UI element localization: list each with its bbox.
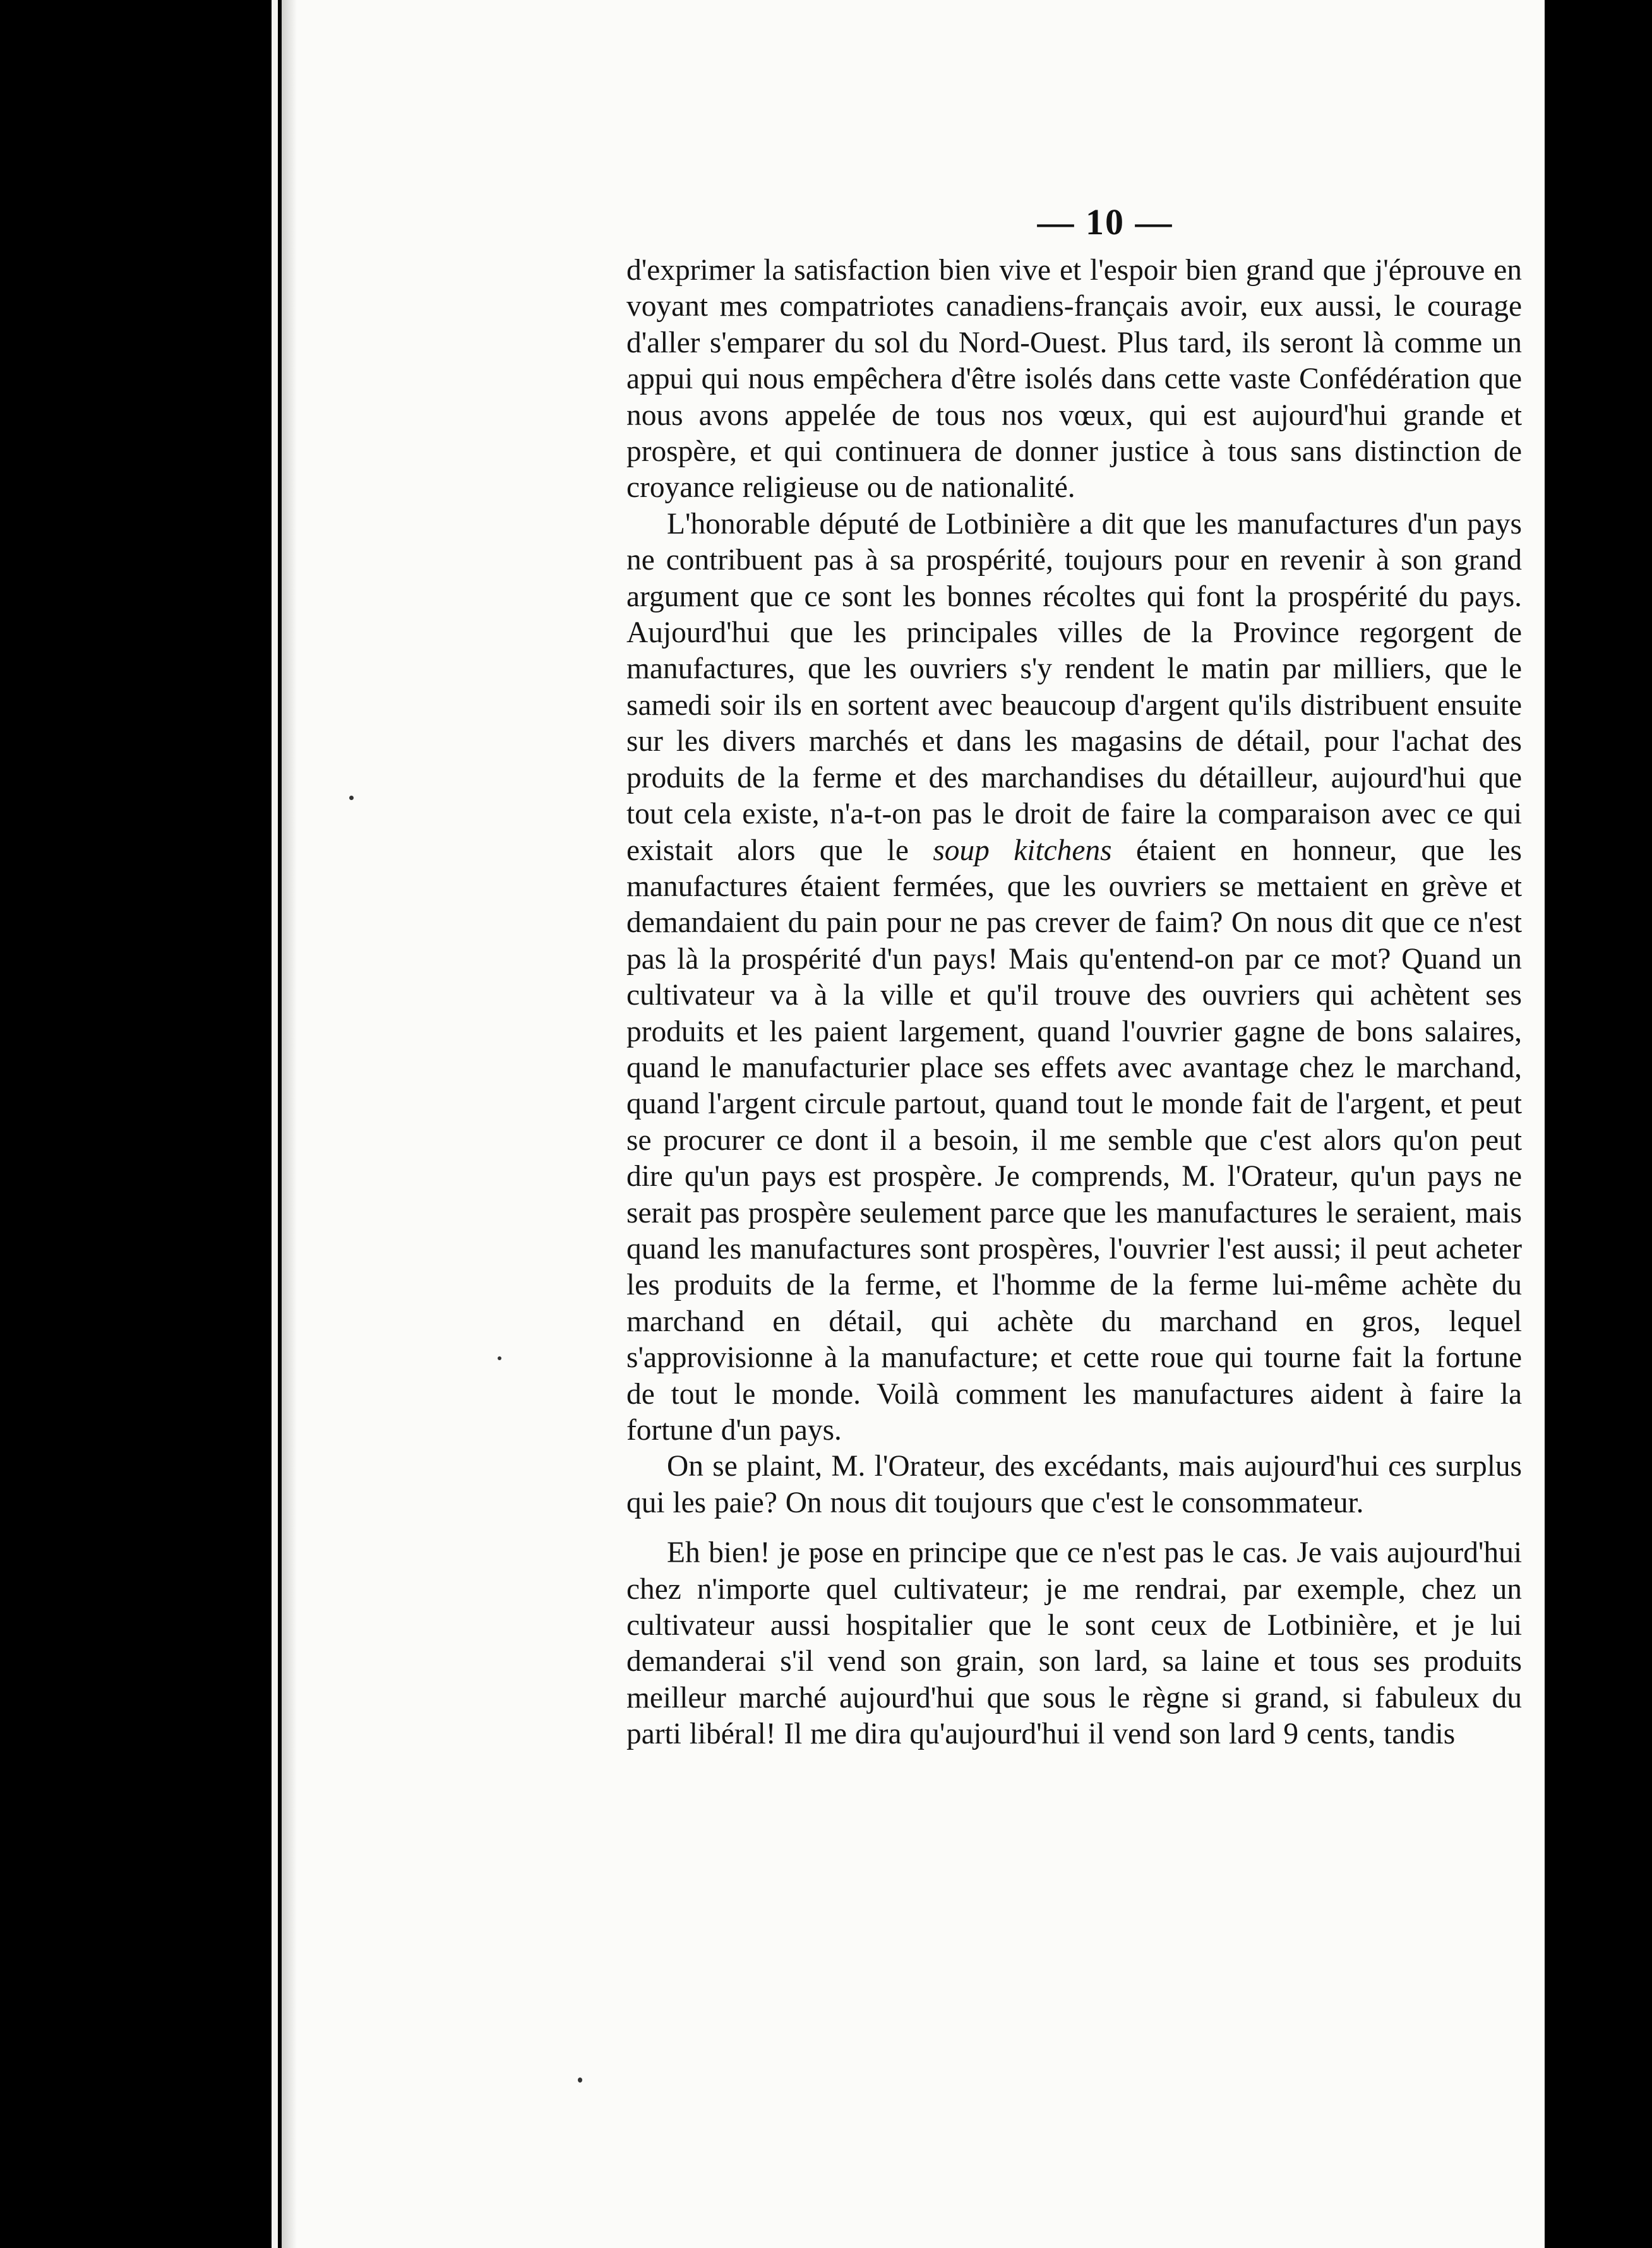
text-run: Eh bien! je pose en principe que ce n'est pas le cas. Je vais aujourd'hui chez n'importe quel cultivateur; je me rendrai, par exemple, chez un cultivateur aussi hospitalier que le sont ceux de Lotbinière, et je lui demanderai s'il vend son grain, son lard, sa laine et tous ses produits meilleur marché aujourd'hui que sous le règne si grand, si fabuleux du parti libéral! Il me dira qu'aujourd'hui il vend son lard 9 cents, tandis <box>626 1536 1522 1751</box>
facing-page-edge <box>272 0 278 2248</box>
paragraph <box>626 1449 1522 1521</box>
text-run: d'exprimer la satisfaction bien vive et l'espoir bien grand que j'éprouve en voyant mes compatriotes canadiens-français avoir, eux aussi, le courage d'aller s'emparer du sol du Nord-Ouest. Plus tard, ils seront là comme un appui qui nous empêchera d'être isolés dans cette vaste Confédération que nous avons appelée de tous nos vœux, qui est aujourd'hui grande et prospère, et qui continuera de donner justice à tous sans distinction de croyance religieuse ou de nationalité. <box>626 254 1522 505</box>
scan-speck <box>349 796 354 800</box>
gutter-shadow <box>282 0 297 2248</box>
paragraph <box>626 1535 1522 1752</box>
scan-speck <box>498 1356 501 1360</box>
scan-speck <box>578 2078 582 2083</box>
paragraph <box>626 506 1522 1449</box>
text-run: étaient en honneur, que les manufactures étaient fermées, que les ouvriers se mettaient en grève et demandaient du pain pour ne pas crever de faim? On nous dit que ce n'est pas là la prospérité d'un pays! Mais qu'entend-on par ce mot? Quand un cultivateur va à la ville et qu'il trouve des ouvriers qui achètent ses produits et les paient largement, quand l'ouvrier gagne de bons salaires, quand le manufacturier place ses effets avec avantage chez le marchand, quand l'argent circule partout, quand tout le monde fait de l'argent, et peut se procurer ce dont il a besoin, il me semble que c'est alors qu'on peut dire qu'un pays est prospère. Je comprends, M. l'Orateur, qu'un pays ne serait pas prospère seulement parce que les manufactures le seraient, mais quand les manufactures sont prospères, l'ouvrier l'est aussi; il peut acheter les produits de la ferme, et l'homme de la ferme lui-même achète du marchand en détail, qui achète du marchand en gros, lequel s'approvisionne à la manufacture; et cette roue qui tourne fait la fortune de tout le monde. Voilà comment les manufactures aident à faire la fortune d'un pays. <box>626 834 1522 1447</box>
italic-phrase: soup kitchens <box>933 834 1112 867</box>
body-text <box>626 253 1522 1753</box>
text-run: On se plaint, M. l'Orateur, des excédants, mais aujourd'hui ces surplus qui les paie? On nous dit toujours que c'est le consommateur. <box>626 1450 1522 1519</box>
text-run: L'honorable député de Lotbinière a dit que les manufactures d'un pays ne contribuent pas à sa prospérité, toujours pour en revenir à son grand argument que ce sont les bonnes récoltes qui font la prospérité du pays. Aujourd'hui que les principales villes de la Province regorgent de manufactures, que les ouvriers s'y rendent le matin par milliers, que le samedi soir ils en sortent avec beaucoup d'argent qu'ils distribuent ensuite sur les divers marchés et dans les magasins de détail, pour l'achat des produits de la ferme et des marchandises du détailleur, aujourd'hui que tout cela existe, n'a-t-on pas le droit de faire la comparaison avec ce qui existait alors que le <box>626 507 1522 867</box>
page-number: — 10 — <box>1037 201 1173 242</box>
paragraph <box>626 253 1522 506</box>
